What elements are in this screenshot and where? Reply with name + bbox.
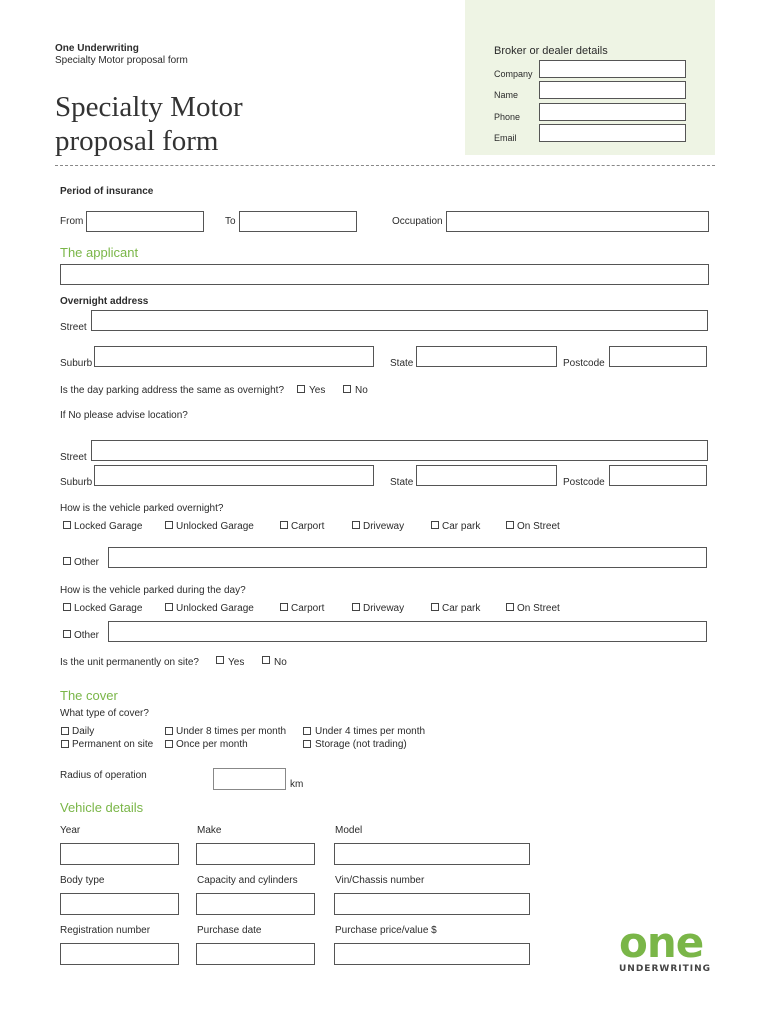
vin-field[interactable] (334, 893, 530, 915)
day-option-checkbox[interactable] (352, 603, 360, 611)
cover-option-label: Storage (not trading) (315, 739, 407, 750)
day-other-checkbox[interactable] (63, 630, 71, 638)
day-option-checkbox[interactable] (506, 603, 514, 611)
broker-phone-label: Phone (494, 112, 521, 122)
period-heading: Period of insurance (60, 186, 154, 197)
page-title (55, 90, 243, 158)
parked-overnight-question: How is the vehicle parked overnight? (60, 503, 224, 514)
one-underwriting-logo (619, 918, 719, 977)
vehicle-field-label: Make (197, 825, 222, 836)
onsite-no-label: No (274, 657, 287, 668)
year-field[interactable] (60, 843, 179, 865)
day-other-label: Other (74, 630, 100, 641)
advise-location-label: If No please advise location? (60, 410, 188, 421)
vehicle-field-label: Body type (60, 875, 105, 886)
day-option-label: Driveway (363, 603, 405, 614)
day-option-checkbox[interactable] (280, 603, 288, 611)
logo-word: one (619, 918, 704, 967)
overnight-option-checkbox[interactable] (431, 521, 439, 529)
day-postcode-label: Postcode (563, 477, 605, 488)
to-field[interactable] (239, 211, 357, 232)
day-suburb-field[interactable] (94, 465, 374, 486)
from-label: From (60, 216, 84, 227)
company-name: One Underwriting (55, 43, 139, 54)
onsite-no-checkbox[interactable] (262, 656, 270, 664)
purchase-date-field[interactable] (196, 943, 315, 965)
overnight-option-checkbox[interactable] (352, 521, 360, 529)
suburb-field[interactable] (94, 346, 374, 367)
to-label: To (225, 216, 236, 227)
occupation-label: Occupation (392, 216, 443, 227)
street-field[interactable] (91, 310, 708, 331)
applicant-heading: The applicant (60, 245, 139, 260)
title-line-2: proposal form (55, 125, 219, 157)
cover-option-label: Under 4 times per month (315, 726, 426, 737)
day-state-field[interactable] (416, 465, 557, 486)
day-parking-no-checkbox[interactable] (343, 385, 351, 393)
day-suburb-label: Suburb (60, 477, 93, 488)
vehicle-field-label: Registration number (60, 925, 151, 936)
broker-company-label: Company (494, 69, 533, 79)
broker-name-label: Name (494, 90, 519, 100)
day-parking-yes-checkbox[interactable] (297, 385, 305, 393)
header-divider (55, 165, 715, 166)
day-state-label: State (390, 477, 414, 488)
from-field[interactable] (86, 211, 204, 232)
overnight-option-label: Car park (442, 521, 481, 532)
form-subtitle: Specialty Motor proposal form (55, 55, 188, 66)
km-label: km (290, 779, 304, 790)
model-field[interactable] (334, 843, 530, 865)
overnight-option-checkbox[interactable] (280, 521, 288, 529)
day-option-label: Unlocked Garage (176, 603, 254, 614)
vehicle-field-label: Model (335, 825, 363, 836)
vehicle-field-label: Vin/Chassis number (335, 875, 425, 886)
day-parking-yes-label: Yes (309, 385, 326, 396)
day-option-checkbox[interactable] (63, 603, 71, 611)
overnight-other-label: Other (74, 557, 100, 568)
logo-sub: UNDERWRITING (619, 964, 712, 974)
day-other-field[interactable] (108, 621, 707, 642)
radius-label: Radius of operation (60, 770, 147, 781)
postcode-field[interactable] (609, 346, 707, 367)
cover-option-checkbox[interactable] (61, 727, 69, 735)
cover-option-label: Once per month (176, 739, 248, 750)
broker-email-label: Email (494, 133, 517, 143)
radius-field[interactable] (213, 768, 286, 790)
day-parking-question: Is the day parking address the same as overnight? (60, 385, 285, 396)
overnight-option-checkbox[interactable] (165, 521, 173, 529)
suburb-label: Suburb (60, 358, 93, 369)
applicant-field[interactable] (60, 264, 709, 285)
cover-question: What type of cover? (60, 708, 149, 719)
overnight-option-checkbox[interactable] (63, 521, 71, 529)
cover-option-checkbox[interactable] (165, 740, 173, 748)
cover-option-checkbox[interactable] (303, 740, 311, 748)
onsite-question: Is the unit permanently on site? (60, 657, 199, 668)
day-postcode-field[interactable] (609, 465, 707, 486)
day-option-label: Carport (291, 603, 325, 614)
vehicle-field-label: Year (60, 825, 81, 836)
title-line-1: Specialty Motor (55, 91, 243, 123)
overnight-option-label: Unlocked Garage (176, 521, 254, 532)
vehicle-field-label: Purchase date (197, 925, 262, 936)
cover-option-label: Daily (72, 726, 95, 737)
purchase-price-field[interactable] (334, 943, 530, 965)
body-type-field[interactable] (60, 893, 179, 915)
occupation-field[interactable] (446, 211, 709, 232)
vehicle-field-label: Purchase price/value $ (335, 925, 437, 936)
day-street-label: Street (60, 452, 87, 463)
cover-option-checkbox[interactable] (61, 740, 69, 748)
day-option-checkbox[interactable] (165, 603, 173, 611)
cover-option-checkbox[interactable] (165, 727, 173, 735)
day-option-checkbox[interactable] (431, 603, 439, 611)
overnight-other-checkbox[interactable] (63, 557, 71, 565)
broker-heading: Broker or dealer details (494, 45, 608, 57)
day-option-label: Car park (442, 603, 481, 614)
make-field[interactable] (196, 843, 315, 865)
overnight-option-label: Carport (291, 521, 325, 532)
overnight-other-field[interactable] (108, 547, 707, 568)
overnight-option-label: Driveway (363, 521, 405, 532)
cover-option-checkbox[interactable] (303, 727, 311, 735)
vehicle-heading: Vehicle details (60, 800, 144, 815)
street-label: Street (60, 322, 87, 333)
onsite-yes-checkbox[interactable] (216, 656, 224, 664)
overnight-option-checkbox[interactable] (506, 521, 514, 529)
registration-field[interactable] (60, 943, 179, 965)
capacity-field[interactable] (196, 893, 315, 915)
onsite-yes-label: Yes (228, 657, 245, 668)
overnight-option-label: Locked Garage (74, 521, 143, 532)
broker-phone-field[interactable] (539, 103, 686, 121)
parked-day-question: How is the vehicle parked during the day? (60, 585, 246, 596)
cover-heading: The cover (60, 688, 118, 703)
day-parking-no-label: No (355, 385, 368, 396)
cover-option-label: Permanent on site (72, 739, 154, 750)
overnight-heading: Overnight address (60, 296, 149, 307)
broker-name-field[interactable] (539, 81, 686, 99)
overnight-option-label: On Street (517, 521, 560, 532)
cover-option-label: Under 8 times per month (176, 726, 287, 737)
postcode-label: Postcode (563, 358, 605, 369)
state-field[interactable] (416, 346, 557, 367)
broker-company-field[interactable] (539, 60, 686, 78)
day-option-label: On Street (517, 603, 560, 614)
vehicle-field-label: Capacity and cylinders (197, 875, 298, 886)
day-option-label: Locked Garage (74, 603, 143, 614)
state-label: State (390, 358, 414, 369)
broker-email-field[interactable] (539, 124, 686, 142)
day-street-field[interactable] (91, 440, 708, 461)
